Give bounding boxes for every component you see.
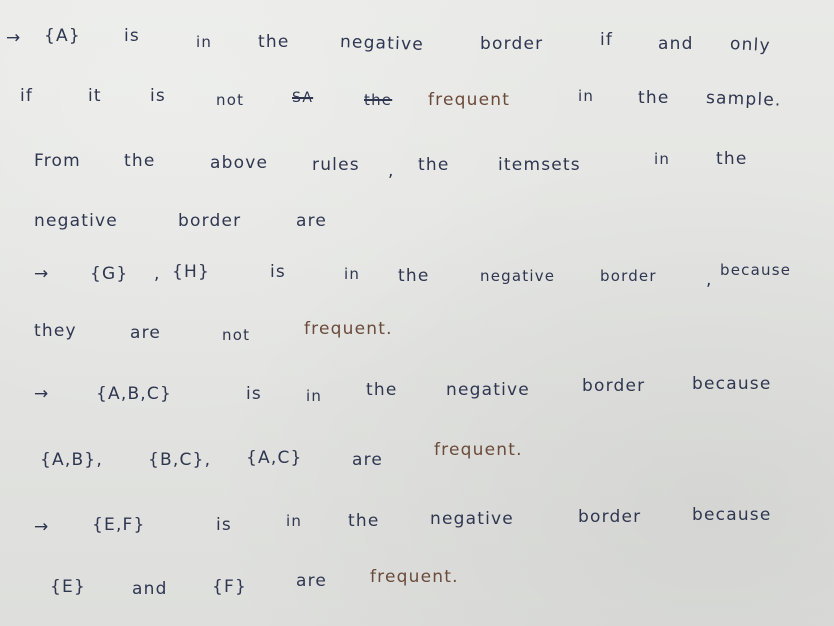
word: negative bbox=[430, 509, 514, 529]
note-line-7 bbox=[0, 370, 834, 410]
word: negative bbox=[34, 211, 118, 231]
word: negative bbox=[446, 380, 530, 400]
word: {A,B,C} bbox=[96, 384, 173, 404]
word: in bbox=[306, 387, 323, 405]
word: in bbox=[654, 150, 671, 168]
word: rules bbox=[312, 155, 360, 175]
word: not bbox=[222, 326, 251, 344]
word: are bbox=[296, 211, 328, 231]
word: if bbox=[20, 86, 34, 106]
word: the bbox=[124, 151, 156, 171]
word: not bbox=[216, 91, 245, 109]
word: border bbox=[578, 507, 642, 527]
word: are bbox=[352, 450, 384, 470]
word: the bbox=[398, 266, 430, 286]
word: because bbox=[720, 261, 792, 279]
note-line-4 bbox=[0, 205, 834, 245]
word: {H} bbox=[172, 262, 211, 282]
word: in bbox=[344, 265, 361, 283]
word: is bbox=[150, 86, 166, 106]
word: only bbox=[729, 34, 772, 57]
note-line-1 bbox=[0, 22, 834, 62]
arrow-icon: → bbox=[34, 517, 50, 537]
word: border bbox=[600, 267, 657, 285]
word: if bbox=[600, 30, 614, 50]
word: , bbox=[706, 270, 713, 290]
word: the bbox=[366, 380, 398, 400]
note-line-9 bbox=[0, 505, 834, 545]
arrow-icon: → bbox=[34, 384, 50, 404]
word: border bbox=[178, 211, 242, 231]
word: , bbox=[388, 161, 395, 181]
arrow-icon: → bbox=[34, 264, 50, 284]
word: frequent bbox=[428, 90, 511, 110]
word: in bbox=[196, 33, 213, 51]
word: frequent. bbox=[434, 440, 523, 460]
word: {A,B}, bbox=[40, 450, 103, 470]
word: are bbox=[130, 323, 162, 343]
word: border bbox=[480, 34, 544, 54]
word: because bbox=[692, 374, 772, 394]
note-line-5 bbox=[0, 258, 834, 298]
note-line-3 bbox=[0, 145, 834, 185]
word: is bbox=[246, 384, 262, 404]
word: {A,C} bbox=[246, 448, 303, 468]
word: they bbox=[34, 321, 77, 341]
word: the bbox=[638, 88, 670, 108]
word: {A} bbox=[44, 26, 81, 46]
word: is bbox=[270, 262, 286, 282]
word: negative bbox=[339, 32, 425, 55]
word: and bbox=[132, 579, 168, 599]
word: in bbox=[578, 87, 595, 105]
word: above bbox=[210, 153, 269, 173]
word: because bbox=[692, 505, 772, 525]
word: the bbox=[258, 32, 290, 52]
word: are bbox=[296, 571, 328, 591]
note-line-6 bbox=[0, 315, 834, 355]
arrow-icon: → bbox=[6, 28, 22, 48]
word: the bbox=[348, 511, 380, 531]
word: the bbox=[418, 155, 450, 175]
word: the bbox=[716, 149, 748, 169]
note-line-8 bbox=[0, 440, 834, 480]
struck-word: SA bbox=[292, 90, 314, 106]
word: sample. bbox=[705, 88, 782, 111]
word: frequent. bbox=[304, 319, 393, 339]
word: , bbox=[154, 264, 161, 284]
word: in bbox=[286, 512, 303, 530]
note-line-10 bbox=[0, 565, 834, 605]
word: {E} bbox=[50, 577, 86, 597]
word: border bbox=[582, 376, 646, 396]
word: negative bbox=[480, 267, 556, 285]
word: itemsets bbox=[498, 155, 581, 175]
word: {E,F} bbox=[92, 515, 146, 535]
word: frequent. bbox=[370, 567, 459, 587]
word: {F} bbox=[212, 577, 248, 597]
word: {G} bbox=[90, 264, 129, 284]
note-line-2 bbox=[0, 80, 834, 120]
struck-word: the bbox=[364, 91, 393, 109]
word: and bbox=[658, 34, 694, 54]
word: it bbox=[88, 86, 102, 106]
word: {B,C}, bbox=[148, 450, 212, 470]
word: is bbox=[124, 26, 140, 46]
word: From bbox=[34, 151, 81, 171]
word: is bbox=[216, 515, 232, 535]
